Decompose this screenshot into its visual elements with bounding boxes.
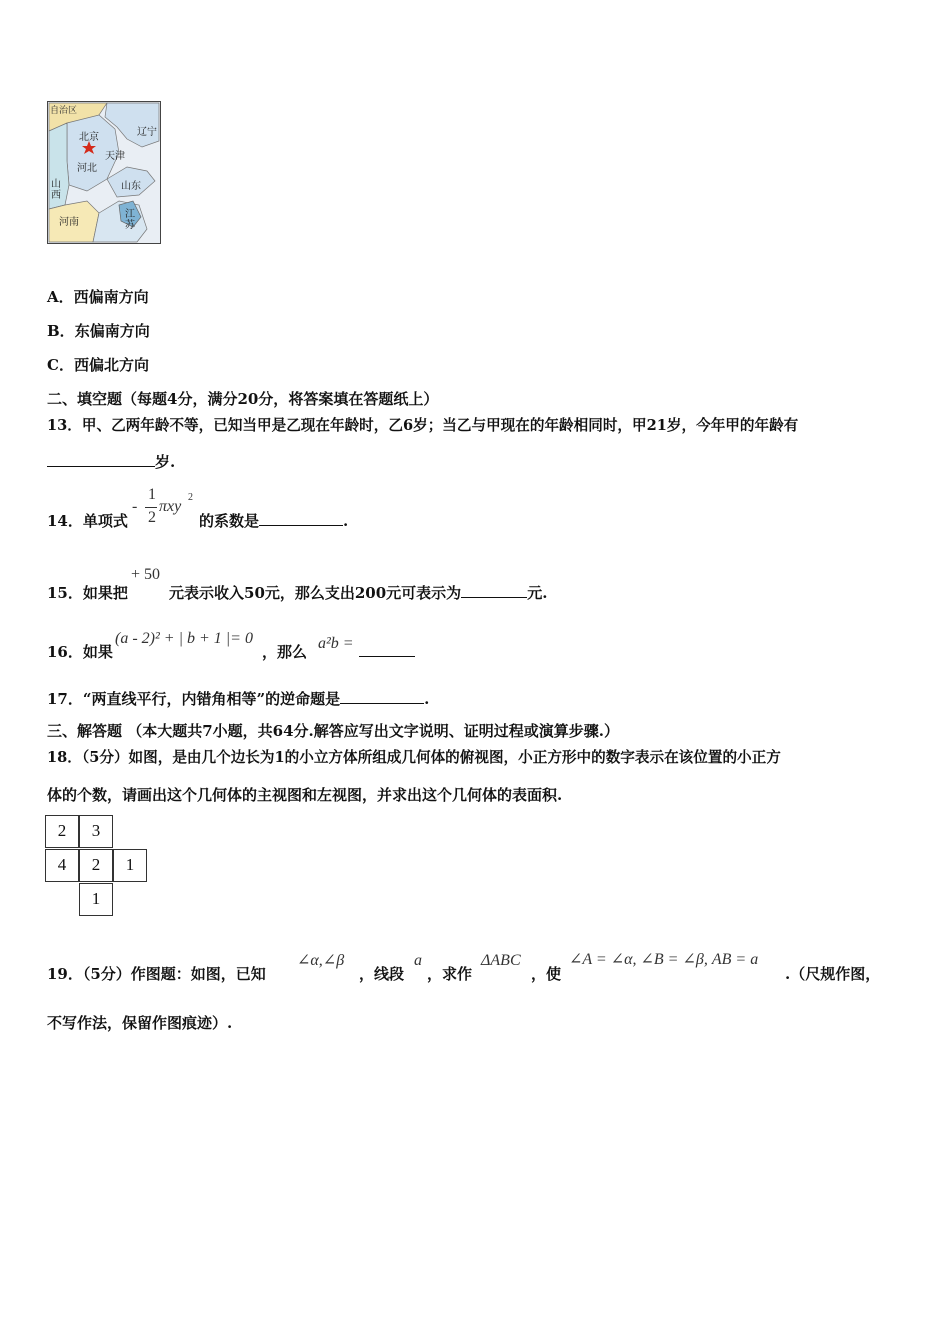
map-label-jiangsu: 江苏 <box>125 209 135 231</box>
q18-line1: 18．（5分）如图，是由几个边长为1的小立方体所组成几何体的俯视图，小正方形中的数字表示在该位置的小正方 <box>47 749 781 766</box>
q19-t2: ，求作 <box>427 965 473 983</box>
grid-cell: 1 <box>79 883 113 916</box>
q15-mid: 元表示收入50元，那么支出200元可表示为 <box>169 584 462 602</box>
option-text: 西偏北方向 <box>73 356 149 374</box>
answer-blank[interactable] <box>461 583 527 598</box>
map-label-tianjin: 天津 <box>105 151 125 162</box>
answer-blank[interactable] <box>259 511 343 526</box>
q17-text: 17．“两直线平行，内错角相等”的逆命题是 <box>47 690 341 708</box>
grid-cell: 2 <box>45 815 79 848</box>
answer-blank[interactable] <box>47 452 155 467</box>
map-label-shanxi: 山西 <box>51 179 61 201</box>
option-text: 西偏南方向 <box>73 288 149 306</box>
q14-suffix <box>199 510 348 531</box>
q14-neg: - <box>132 498 138 515</box>
map-figure <box>47 101 161 244</box>
q19 <box>47 948 907 984</box>
q16-math: (a - 2)² + | b + 1 |= 0 <box>115 630 253 647</box>
q19-prefix: 19．（5分）作图题：如图，已知 <box>47 965 266 983</box>
q16-math2: a²b = <box>318 635 354 652</box>
section3-heading: 三、解答题 （本大题共7小题，共64分.解答应写出文字说明、证明过程或演算步骤.） <box>47 722 619 740</box>
q19-t1: ，线段 <box>359 965 405 983</box>
map-label-beijing: 北京 <box>79 132 99 143</box>
map-label-henan: 河南 <box>59 217 79 228</box>
option-a <box>47 286 149 307</box>
option-letter: C． <box>47 356 74 374</box>
q19-line2: 不写作法，保留作图痕迹）. <box>47 1014 233 1032</box>
grid-cell: 4 <box>45 849 79 882</box>
q14-suffix-text: 的系数是 <box>199 512 260 530</box>
q15-end: 元. <box>527 584 548 602</box>
q17 <box>47 688 429 709</box>
option-letter: B． <box>47 322 75 340</box>
grid-cell: 1 <box>113 849 147 882</box>
q19-t4: .（尺规作图， <box>785 965 881 983</box>
option-text: 东偏南方向 <box>74 322 150 340</box>
q14-vars: πxy <box>159 498 182 515</box>
option-b <box>47 320 150 341</box>
q15-prefix: 15．如果把 <box>47 584 128 602</box>
section2-heading: 二、填空题（每题4分，满分20分，将答案填在答题纸上） <box>47 390 439 408</box>
q13-suffix: 岁. <box>155 453 176 471</box>
map-label-shandong: 山东 <box>121 181 141 192</box>
answer-blank[interactable] <box>359 642 415 657</box>
map-label-hebei: 河北 <box>77 163 97 174</box>
option-c <box>47 354 149 375</box>
q15-math: + 50 <box>131 566 161 583</box>
q19-t3: ，使 <box>531 965 562 983</box>
q14-num: 1 <box>148 486 156 503</box>
q13-line1: 13．甲、乙两年龄不等，已知当甲是乙现在年龄时，乙6岁；当乙与甲现在的年龄相同时，甲21岁，今年甲的年龄有 <box>47 417 799 434</box>
q14-exp: 2 <box>188 492 193 503</box>
top-view-grid <box>45 815 153 918</box>
map-label-liaoning: 辽宁 <box>137 127 157 138</box>
q19-m2: a <box>414 952 422 969</box>
q16-mid: ，那么 <box>262 643 308 661</box>
fraction-bar <box>145 507 157 508</box>
grid-cell: 2 <box>79 849 113 882</box>
q17-end: . <box>424 690 430 708</box>
answer-blank[interactable] <box>340 689 424 704</box>
q19-m4: ∠A = ∠α, ∠B = ∠β, AB = a <box>569 951 759 968</box>
option-letter: A． <box>47 288 74 306</box>
q15-rest <box>169 582 547 603</box>
q16-prefix: 16．如果 <box>47 643 113 661</box>
q14-end: . <box>343 512 349 530</box>
q13-line2 <box>47 451 175 472</box>
grid-cell: 3 <box>79 815 113 848</box>
q18-line2: 体的个数，请画出这个几何体的主视图和左视图，并求出这个几何体的表面积. <box>47 786 563 804</box>
q19-m1: ∠α,∠β <box>297 952 345 969</box>
q14-prefix: 14．单项式 <box>47 512 128 530</box>
q14-den: 2 <box>148 509 156 526</box>
q19-m3: ΔABC <box>481 952 521 969</box>
map-label-autonomous: 自治区 <box>50 106 78 116</box>
